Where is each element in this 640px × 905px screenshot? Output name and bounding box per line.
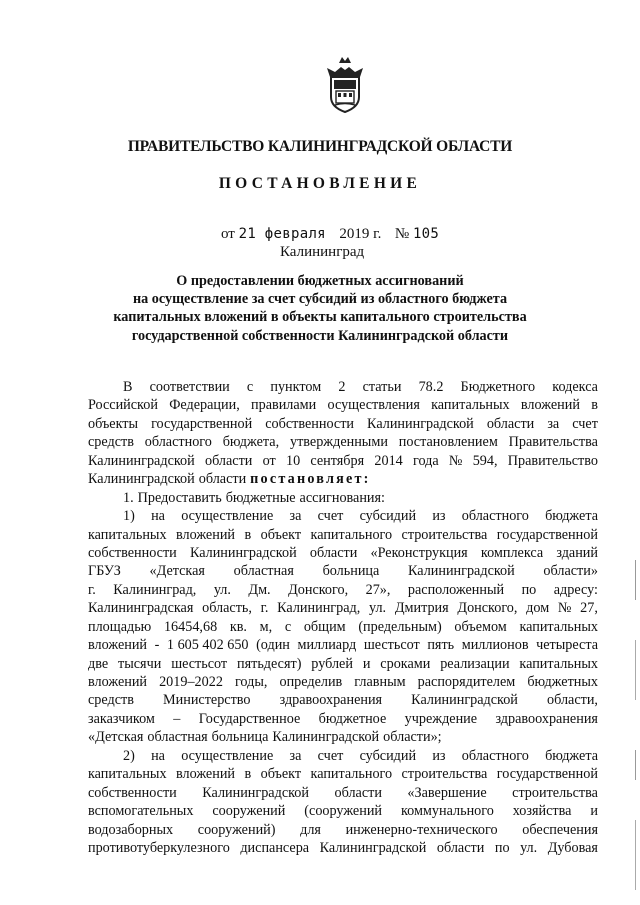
body-word: областная	[147, 729, 208, 746]
body-word: Дмитрия	[394, 600, 449, 617]
body-word: объект	[260, 526, 302, 543]
body-word: ул.	[520, 839, 538, 856]
body-word: субсидий	[359, 747, 417, 764]
scan-edge-marks	[634, 560, 638, 900]
body-word: субсидий	[359, 508, 417, 525]
body-word: государственной	[151, 415, 253, 432]
body-word: областного	[461, 747, 529, 764]
issuing-authority: ПРАВИТЕЛЬСТВО КАЛИНИНГРАДСКОЙ ОБЛАСТИ	[127, 138, 513, 155]
body-word: области	[334, 784, 382, 801]
body-word: заказчиком	[88, 710, 155, 727]
body-word: бюджета	[545, 747, 598, 764]
body-word: –	[173, 710, 181, 727]
body-word: Калининградской	[411, 692, 518, 709]
body-line	[88, 655, 598, 673]
body-word: коммунального	[400, 803, 494, 820]
body-word: с	[246, 379, 254, 395]
body-line	[88, 507, 598, 525]
body-word: пунктом	[270, 379, 322, 395]
body-word: дом	[526, 600, 550, 617]
body-word: Калининград,	[277, 600, 361, 617]
body-word: осуществление	[181, 508, 274, 525]
body-word: государственной	[496, 526, 598, 543]
body-word: объект	[260, 766, 302, 783]
body-word: бюджетных	[527, 674, 598, 690]
body-word: осуществление	[181, 747, 274, 764]
body-word: бюджетное	[318, 710, 387, 727]
body-word: диспансера	[240, 839, 310, 856]
resolution-keyword: постановляет:	[250, 471, 371, 488]
body-word: водозаборных	[88, 821, 174, 838]
body-line	[88, 673, 598, 691]
body-word: Калининградской	[272, 729, 380, 746]
body-word: противотуберкулезного	[88, 839, 230, 856]
body-word: 2014	[374, 452, 403, 469]
body-word: годы,	[234, 674, 268, 690]
body-word: объекты	[88, 415, 139, 432]
body-word: 1)	[123, 508, 135, 525]
body-word: рублей	[311, 655, 353, 672]
body-word: 1.	[123, 489, 134, 506]
body-word: с	[284, 618, 292, 635]
body-line	[88, 470, 598, 488]
body-word: вложений	[175, 766, 236, 783]
body-word: Калининградской	[88, 452, 195, 469]
city-name: Калининград	[280, 244, 365, 260]
body-word: Правительство	[507, 452, 598, 469]
body-word: бюджета,	[222, 434, 280, 451]
body-word: вспомогательных	[88, 803, 194, 820]
body-word: капитальных	[88, 526, 167, 543]
body-word: областная	[233, 563, 294, 580]
body-word: строительства	[512, 784, 598, 801]
body-word: собственности	[265, 415, 354, 432]
body-word: капитальных	[519, 655, 598, 672]
body-word: 1 605 402 650	[166, 637, 249, 654]
body-word: комплекса	[480, 544, 544, 561]
body-line	[88, 765, 598, 783]
body-line	[88, 599, 598, 617]
body-word: распорядителем	[417, 674, 516, 690]
title-line: государственной собственности Калининградской области	[131, 327, 509, 344]
body-word: г.	[88, 581, 96, 598]
body-word: больница	[211, 729, 269, 746]
body-word: 27»,	[365, 581, 391, 598]
body-line	[88, 691, 598, 709]
body-word: площадью	[88, 618, 152, 635]
body-line	[88, 544, 598, 562]
body-line	[88, 784, 598, 802]
body-word: пятьдесят)	[237, 655, 302, 672]
coat-of-arms-emblem	[323, 55, 367, 115]
body-word: шестьсот	[171, 655, 228, 672]
body-line	[88, 728, 598, 746]
body-word: сроками	[380, 655, 431, 672]
body-word: Правительства	[508, 434, 598, 451]
body-word: тысячи	[118, 655, 162, 672]
body-word: счет	[572, 415, 598, 432]
body-word: осуществления	[327, 397, 420, 414]
body-word: определив	[279, 674, 343, 690]
body-word: области	[486, 415, 535, 432]
body-word: на	[151, 508, 165, 525]
body-word: и	[362, 655, 371, 672]
body-word: ГБУЗ	[88, 563, 121, 580]
body-line	[88, 747, 598, 765]
body-word: за	[547, 415, 560, 432]
body-word: области,	[547, 692, 598, 709]
body-word: «Завершение	[407, 784, 487, 801]
body-word: Калининградской	[88, 471, 195, 488]
body-word: капитальных	[431, 397, 510, 414]
body-word: сооружений)	[197, 821, 276, 838]
body-word: шестьсот	[363, 637, 420, 654]
body-word: Калининградская	[88, 600, 194, 617]
body-word: пять	[427, 637, 455, 654]
body-word: Дубовая	[547, 839, 598, 856]
body-word: в	[591, 397, 598, 414]
date-day-month: 21 февраля	[238, 226, 326, 242]
body-line	[88, 562, 598, 580]
body-word: Калининградской	[319, 839, 427, 856]
body-word: области	[436, 839, 485, 856]
body-word: Бюджетного	[460, 379, 536, 395]
body-word: Дм.	[248, 581, 271, 598]
body-line	[88, 415, 598, 433]
body-word: учреждение	[404, 710, 478, 727]
body-line	[88, 489, 598, 507]
body-word: обеспечения	[522, 821, 598, 838]
body-word: хозяйства	[512, 803, 572, 820]
body-word: от	[262, 452, 276, 469]
body-word: за	[289, 508, 302, 525]
body-line	[88, 636, 598, 654]
document-type: ПОСТАНОВЛЕНИЕ	[218, 175, 422, 192]
body-word: области	[198, 471, 247, 488]
body-line	[88, 396, 598, 414]
title-line: О предоставлении бюджетных ассигнований	[176, 273, 464, 289]
body-word: статьи	[362, 379, 402, 395]
body-word: вложений	[88, 674, 148, 690]
body-word: «Детская	[149, 563, 205, 580]
body-word: здравоохранения	[279, 692, 383, 709]
body-word: строительства	[401, 766, 488, 783]
body-line	[88, 710, 598, 728]
body-word: В	[123, 379, 133, 395]
body-word: ул.	[213, 581, 231, 598]
body-word: №	[557, 600, 572, 617]
body-word: утвержденными	[290, 434, 388, 451]
body-word: постановлением	[398, 434, 498, 451]
title-line: на осуществление за счет субсидий из областного бюджета	[132, 291, 508, 308]
body-word: (один	[256, 637, 290, 654]
title-line: капитальных вложений в объекты капитального строительства	[113, 309, 527, 326]
date-year: 2019 г.	[339, 226, 382, 242]
body-word: больница	[322, 563, 380, 580]
body-word: кодекса	[552, 379, 598, 395]
body-word: года	[413, 452, 439, 469]
body-word: миллионов	[461, 637, 529, 654]
document-number: 105	[412, 226, 440, 242]
body-word: области	[309, 544, 358, 561]
body-word: капитальных	[88, 766, 167, 783]
body-word: м,	[259, 618, 273, 635]
body-word: областного	[461, 508, 529, 525]
body-word: «Детская	[88, 729, 144, 746]
body-word: соответствии	[149, 379, 230, 395]
body-word: 16454,68	[163, 618, 218, 635]
date-prefix: от	[221, 226, 235, 242]
body-word: на	[151, 747, 165, 764]
body-word: капитального	[310, 526, 393, 543]
body-word: 78.2	[418, 379, 444, 395]
body-word: здравоохранения	[495, 710, 598, 727]
number-sign: №	[394, 226, 410, 242]
body-word: областного	[144, 434, 212, 451]
body-word: из	[432, 747, 446, 764]
body-word: Министерство	[163, 692, 251, 709]
body-line	[88, 433, 598, 451]
body-word: Донского,	[457, 600, 518, 617]
body-word: собственности	[88, 784, 177, 801]
body-word: 2	[338, 379, 346, 395]
body-word: ассигнования:	[299, 489, 385, 506]
body-word: -	[154, 637, 160, 654]
body-word: 2)	[123, 747, 135, 764]
body-word: Калининградской	[367, 415, 474, 432]
body-word: в	[244, 526, 252, 543]
body-word: Калининград,	[113, 581, 197, 598]
body-line	[88, 821, 598, 839]
body-word: адресу:	[553, 581, 598, 598]
body-word: миллиард	[297, 637, 357, 654]
body-line	[88, 618, 598, 636]
body-word: из	[432, 508, 446, 525]
body-word: для	[300, 821, 321, 838]
body-word: собственности	[88, 544, 177, 561]
body-word: строительства	[401, 526, 488, 543]
date-line	[221, 226, 439, 243]
body-word: области	[204, 452, 253, 469]
body-word: (предельным)	[358, 618, 442, 635]
body-word: по	[521, 581, 537, 598]
body-word: государственной	[496, 766, 598, 783]
body-word: правилами	[251, 397, 317, 414]
body-word: Калининградской	[189, 544, 297, 561]
body-word: четыреста	[536, 637, 598, 654]
body-word: две	[88, 655, 109, 672]
body-word: «Реконструкция	[370, 544, 468, 561]
body-word: общим	[303, 618, 346, 635]
body-line	[88, 526, 598, 544]
body-word: в	[244, 766, 252, 783]
body-word: области»;	[383, 729, 442, 746]
body-word: Российской	[88, 397, 158, 414]
body-word: сооружений	[212, 803, 286, 820]
body-word: Государственное	[198, 710, 301, 727]
body-word: №	[448, 452, 463, 469]
body-word: области»	[543, 563, 598, 580]
body-word: Донского,	[288, 581, 349, 598]
body-word: капитальных	[519, 618, 598, 635]
body-word: 594,	[472, 452, 498, 469]
body-word: капитального	[310, 766, 393, 783]
body-line	[88, 802, 598, 820]
body-word: 10	[285, 452, 301, 469]
body-word: сентября	[310, 452, 365, 469]
body-word: расположенный	[407, 581, 505, 598]
body-word: за	[289, 747, 302, 764]
body-word: Федерации,	[169, 397, 240, 414]
body-word: вложений	[88, 637, 148, 654]
body-word: средств	[88, 434, 134, 451]
body-word: Калининградской	[202, 784, 309, 801]
body-word: кв.	[229, 618, 247, 635]
body-word: (сооружений	[304, 803, 383, 820]
body-word: и	[590, 803, 598, 820]
body-word: вложений	[175, 526, 236, 543]
body-word: инженерно-технического	[345, 821, 498, 838]
body-line	[88, 378, 598, 396]
body-word: бюджета	[545, 508, 598, 525]
body-word: Калининградской	[408, 563, 515, 580]
body-word: ул.	[369, 600, 387, 617]
body-word: Предоставить	[137, 489, 222, 506]
body-line	[88, 452, 598, 470]
document-body	[88, 378, 598, 857]
body-word: г.	[260, 600, 269, 617]
body-word: вложений	[520, 397, 580, 414]
body-line	[88, 839, 598, 857]
body-word: счет	[317, 508, 344, 525]
body-word: 2019–2022	[159, 674, 223, 690]
body-word: объемом	[454, 618, 507, 635]
body-line	[88, 581, 598, 599]
body-word: по	[494, 839, 510, 856]
body-word: счет	[317, 747, 344, 764]
body-word: 27,	[580, 600, 598, 617]
body-word: средств	[88, 692, 134, 709]
body-word: главным	[354, 674, 406, 690]
document-title	[100, 272, 540, 345]
body-word: реализации	[440, 655, 510, 672]
body-word: область,	[202, 600, 252, 617]
body-word: зданий	[556, 544, 598, 561]
body-word: бюджетные	[225, 489, 296, 506]
